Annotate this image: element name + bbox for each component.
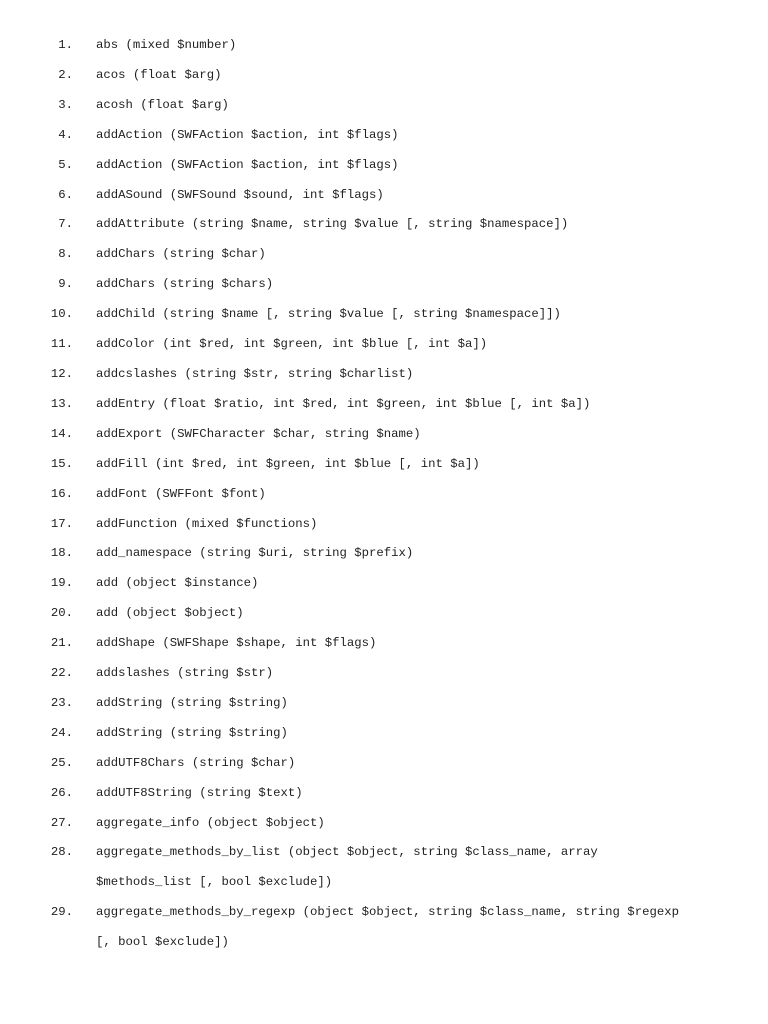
- function-signature: aggregate_info (object $object): [96, 815, 325, 830]
- list-item: [0, 838, 768, 898]
- function-signature-continuation: [, bool $exclude]): [96, 935, 229, 950]
- item-number: 24.: [50, 725, 73, 740]
- item-number: 15.: [50, 456, 73, 471]
- function-signature: addFill (int $red, int $green, int $blue [, int $a]): [96, 456, 480, 471]
- function-signature: aggregate_methods_by_list (object $object, string $class_name, array: [96, 845, 598, 860]
- item-number: 6.: [58, 187, 73, 202]
- function-signature: addcslashes (string $str, string $charlist): [96, 366, 414, 381]
- item-number: 17.: [50, 516, 73, 531]
- function-signature: addShape (SWFShape $shape, int $flags): [96, 636, 377, 651]
- function-signature: addChild (string $name [, string $value [, string $namespace]]): [96, 307, 561, 322]
- function-signature: aggregate_methods_by_regexp (object $object, string $class_name, string $regexp: [96, 905, 679, 920]
- function-list: [0, 31, 768, 958]
- function-signature: addChars (string $char): [96, 247, 266, 262]
- item-number: 7.: [58, 217, 73, 232]
- function-signature: addAction (SWFAction $action, int $flags): [96, 127, 399, 142]
- function-signature: acos (float $arg): [96, 67, 222, 82]
- list-item: [0, 599, 768, 629]
- item-number: 21.: [50, 636, 73, 651]
- function-signature: addFunction (mixed $functions): [96, 516, 318, 531]
- function-signature: acosh (float $arg): [96, 97, 229, 112]
- function-signature: addChars (string $chars): [96, 277, 274, 292]
- list-item: [0, 31, 768, 61]
- list-item: [0, 91, 768, 121]
- item-number: 13.: [50, 396, 73, 411]
- list-item: [0, 270, 768, 300]
- item-number: 10.: [50, 307, 73, 322]
- item-number: 9.: [58, 277, 73, 292]
- function-signature: add (object $instance): [96, 576, 259, 591]
- item-number: 1.: [58, 38, 73, 52]
- list-item: [0, 749, 768, 779]
- list-item: [0, 629, 768, 659]
- function-signature: addUTF8Chars (string $char): [96, 755, 296, 770]
- item-number: 25.: [50, 755, 73, 770]
- function-signature: addAction (SWFAction $action, int $flags): [96, 157, 399, 172]
- function-signature: addColor (int $red, int $green, int $blue [, int $a]): [96, 337, 488, 352]
- list-item: [0, 300, 768, 330]
- list-item: [0, 510, 768, 540]
- item-number: 5.: [58, 157, 73, 172]
- item-number: 14.: [50, 426, 73, 441]
- function-signature-continuation: $methods_list [, bool $exclude]): [96, 875, 333, 890]
- item-number: 20.: [50, 606, 73, 621]
- list-item: [0, 121, 768, 151]
- item-number: 16.: [50, 486, 73, 501]
- list-item: [0, 779, 768, 809]
- list-item: [0, 61, 768, 91]
- item-number: 8.: [58, 247, 73, 262]
- list-item: [0, 689, 768, 719]
- function-signature: add (object $object): [96, 606, 244, 621]
- item-number: 11.: [50, 337, 73, 352]
- item-number: 23.: [50, 695, 73, 710]
- list-item: [0, 181, 768, 211]
- item-number: 27.: [50, 815, 73, 830]
- list-item: [0, 539, 768, 569]
- item-number: 2.: [58, 67, 73, 82]
- function-signature: addslashes (string $str): [96, 666, 274, 681]
- list-item: [0, 360, 768, 390]
- item-number: 22.: [50, 666, 73, 681]
- function-signature: addAttribute (string $name, string $value [, string $namespace]): [96, 217, 569, 232]
- list-item: [0, 240, 768, 270]
- item-number: 29.: [50, 905, 73, 920]
- list-item: [0, 420, 768, 450]
- function-signature: addString (string $string): [96, 725, 288, 740]
- item-number: 3.: [58, 97, 73, 112]
- list-item: [0, 659, 768, 689]
- item-number: 18.: [50, 546, 73, 561]
- function-signature: addString (string $string): [96, 695, 288, 710]
- function-signature: addUTF8String (string $text): [96, 785, 303, 800]
- item-number: 26.: [50, 785, 73, 800]
- list-item: [0, 450, 768, 480]
- list-item: [0, 210, 768, 240]
- list-item: [0, 330, 768, 360]
- function-signature: add_namespace (string $uri, string $prefix): [96, 546, 414, 561]
- function-signature: addEntry (float $ratio, int $red, int $green, int $blue [, int $a]): [96, 396, 591, 411]
- function-signature: addASound (SWFSound $sound, int $flags): [96, 187, 384, 202]
- item-number: 19.: [50, 576, 73, 591]
- function-signature: addFont (SWFFont $font): [96, 486, 266, 501]
- function-signature: addExport (SWFCharacter $char, string $name): [96, 426, 421, 441]
- list-item: [0, 151, 768, 181]
- item-number: 4.: [58, 127, 73, 142]
- item-number: 12.: [50, 366, 73, 381]
- list-item: [0, 569, 768, 599]
- list-item: [0, 480, 768, 510]
- item-number: 28.: [50, 845, 73, 860]
- list-item: [0, 898, 768, 958]
- function-signature: abs (mixed $number): [96, 38, 237, 52]
- list-item: [0, 809, 768, 839]
- list-item: [0, 719, 768, 749]
- list-item: [0, 390, 768, 420]
